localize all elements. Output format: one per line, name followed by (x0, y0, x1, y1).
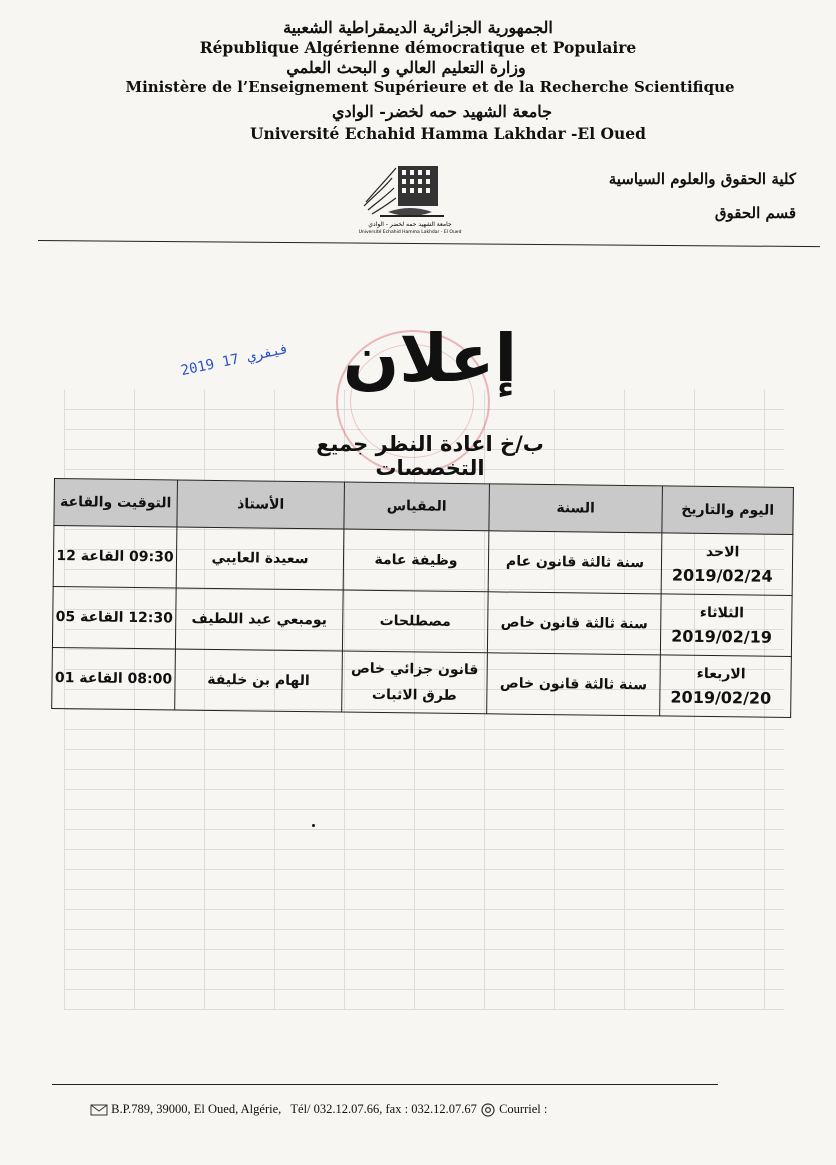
department-name: قسم الحقوق (714, 204, 796, 222)
table-row (52, 647, 792, 717)
table-row (53, 526, 793, 596)
footer-email-label: Courriel : (499, 1102, 548, 1116)
footer-contact (90, 1102, 547, 1117)
footer-phone: Tél/ 032.12.07.66, fax : 032.12.07.67 (290, 1102, 477, 1116)
cell-day: الاحد (705, 543, 740, 561)
mailbox-icon (90, 1104, 108, 1116)
cell-year: سنة ثالثة قانون خاص (487, 592, 661, 655)
cell-module: وظيفة عامة (343, 529, 489, 592)
header-teacher: الأستاذ (177, 480, 345, 529)
cell-module (342, 651, 488, 714)
header-module: المقياس (344, 482, 490, 531)
cell-date: 2019/02/20 (670, 687, 772, 708)
logo-caption-arabic: جامعة الشهيد حمه لخضر - الوادي (368, 221, 452, 228)
cell-day-date (661, 533, 793, 596)
faculty-name: كلية الحقوق والعلوم السياسية (608, 170, 796, 188)
cell-date: 2019/02/24 (671, 565, 773, 586)
cell-day-date (660, 655, 792, 718)
cell-year: سنة ثالثة قانون عام (488, 531, 662, 594)
schedule-table (51, 478, 794, 718)
university-french: Université Echahid Hamma Lakhdar -El Oued (249, 124, 647, 143)
footer-address: B.P.789, 39000, El Oued, Algérie, (111, 1102, 282, 1116)
university-logo (358, 158, 462, 236)
footer-divider (52, 1084, 718, 1085)
email-icon (480, 1103, 496, 1117)
cell-time-room: 08:00 القاعة 01 (52, 647, 176, 709)
cell-module-line-2: طرق الاثبات (371, 686, 457, 704)
university-arabic: جامعة الشهيد حمه لخضر- الوادي (331, 102, 553, 121)
header-year: السنة (489, 484, 663, 533)
header-day-date: اليوم والتاريخ (662, 486, 794, 535)
republic-arabic: الجمهورية الجزائرية الديمقراطية الشعبية (283, 18, 553, 37)
cell-time-room: 09:30 القاعة 12 (53, 526, 177, 588)
cell-module-line-1: قانون جزائي خاص (350, 660, 479, 679)
cell-time-room: 12:30 القاعة 05 (52, 586, 176, 648)
cell-day: الاربعاء (696, 665, 746, 683)
header-time-room: التوقيت والقاعة (54, 479, 178, 527)
ministry-arabic: وزارة التعليم العالي و البحث العلمي (286, 58, 526, 77)
table-row (52, 586, 792, 656)
ministry-french: Ministère de l’Enseignement Supérieure et de la Recherche Scientifique (125, 78, 735, 96)
received-date-stamp: 2019 فيفري 17 (179, 340, 291, 380)
republic-french: République Algérienne démocratique et Populaire (199, 38, 637, 57)
cell-module: مصطلحات (342, 590, 488, 653)
cell-teacher: يومبعي عبد اللطيف (175, 588, 343, 651)
header-divider (38, 240, 820, 247)
cell-year: سنة ثالثة قانون خاص (487, 653, 661, 716)
announcement-subtitle: ب/خ اعادة النظر جميع التخصصات (316, 432, 544, 480)
ink-dot (312, 824, 315, 827)
cell-day-date (660, 594, 792, 657)
cell-date: 2019/02/19 (671, 626, 773, 647)
announcement-title: إعلان (342, 320, 518, 397)
cell-day: الثلاثاء (699, 604, 745, 622)
cell-teacher: سعيدة العايبي (176, 527, 344, 590)
cell-teacher: الهام بن خليفة (175, 649, 343, 712)
logo-caption-french: Université Echahid Hamma Lakhdar - El Oued (358, 230, 462, 235)
